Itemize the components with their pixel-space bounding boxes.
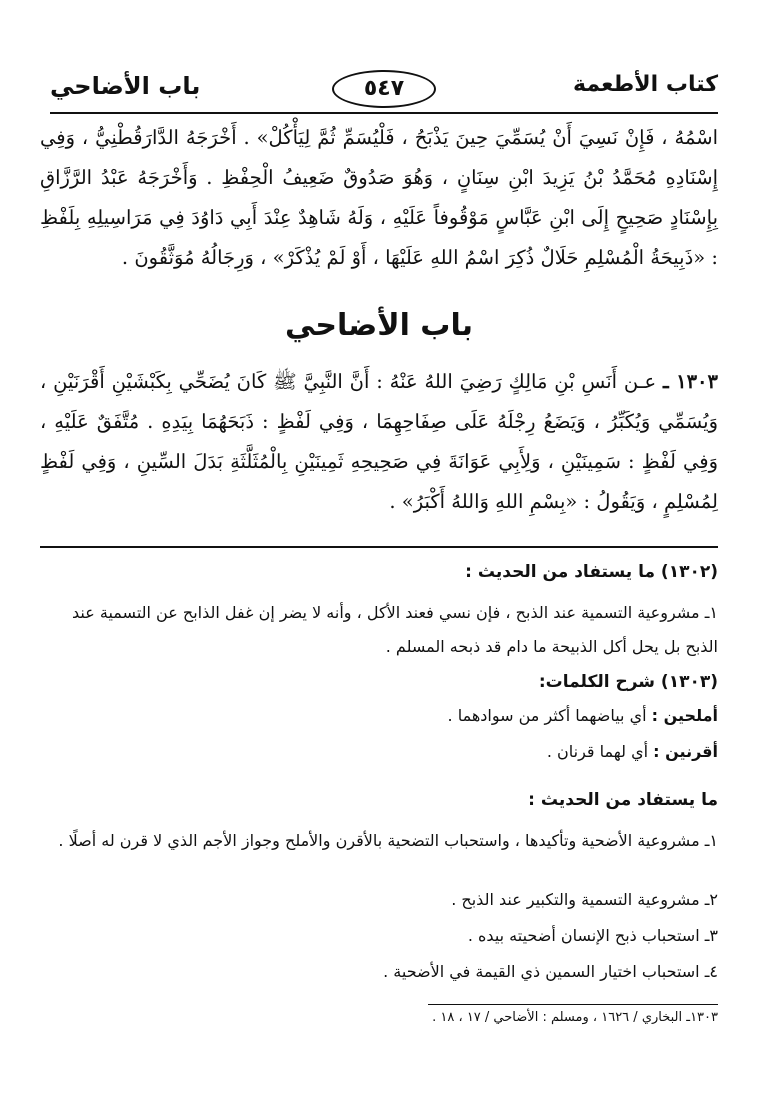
hadith-number: ١٣٠٣ ـ bbox=[662, 370, 719, 393]
notes-divider bbox=[40, 546, 718, 548]
word-definition-1 bbox=[40, 706, 718, 725]
benefits-1303-item-4: ٤ـ استحباب اختيار السمين ذي القيمة في الأضحية . bbox=[383, 962, 718, 981]
section-title: باب الأضاحي bbox=[285, 308, 473, 343]
benefits-1302-item-1: ١ـ مشروعية التسمية عند الذبح ، فإن نسي فعند الأكل ، وأنه لا يضر إن غفل الذابح عن التسمية عند الذبح بل يحل أكل الذبيحة ما دام قد ذبحه المسلم . bbox=[72, 603, 718, 656]
hadith-text: عـن أَنَسِ بْنِ مَالِكٍ رَضِيَ اللهُ عَنْهُ : أَنَّ النَّبِيَّ ﷺ كَانَ يُضَحِّي بِكَبْشَيْنِ أَقْرَنَيْنِ ، وَيُسَمِّي وَيُكَبِّرُ ، وَيَضَعُ رِجْلَهُ عَلَى صِفَاحِهِمَا ، وَفِي لَفْظٍ : ذَبَحَهُمَا بِيَدِهِ . مُتَّفَقٌ عَلَيْهِ ، وَفِي لَفْظٍ : سَمِينَيْنِ ، وَلِأَبِي عَوَانَةَ فِي صَحِيحِهِ ثَمِينَيْنِ بِالْمُثَلَّثَةِ بَدَلَ السِّينِ ، وَفِي لَفْظٍ لِمُسْلِمٍ ، وَيَقُولُ : «بِسْمِ اللهِ وَاللهُ أَكْبَرُ» . bbox=[40, 370, 718, 513]
word-def: أي بياضهما أكثر من سوادهما . bbox=[447, 706, 647, 725]
page-number: ٥٤٧ bbox=[332, 70, 436, 108]
word-term: أقرنين : bbox=[653, 742, 718, 761]
benefits-1303-item-1: ١ـ مشروعية الأضحية وتأكيدها ، واستحباب التضحية بالأقرن والأملح وجواز الأجم الذي لا قرن له أصلًا . bbox=[58, 831, 718, 850]
benefits-1303-item-2: ٢ـ مشروعية التسمية والتكبير عند الذبح . bbox=[451, 890, 718, 909]
hadith-1302-continuation: اسْمُهُ ، فَإِنْ نَسِيَ أَنْ يُسَمِّيَ حِينَ يَذْبَحُ ، فَلْيُسَمِّ ثُمَّ لِيَأْكُلْ» . أَخْرَجَهُ الدَّارَقُطْنِيُّ ، وَفِي إِسْنَادِهِ مُحَمَّدُ بْنُ يَزِيدَ ابْنِ سِنَانٍ ، وَهُوَ صَدُوقٌ ضَعِيفُ الْحِفْظِ . وَأَخْرَجَهُ عَبْدُ الرَّزَّاقِ بِإِسْنَادٍ صَحِيحٍ إِلَى ابْنِ عَبَّاسٍ مَوْقُوفاً عَلَيْهِ ، وَلَهُ شَاهِدٌ عِنْدَ أَبِي دَاوُدَ فِي مَرَاسِيلِهِ بِلَفْظِ : «ذَبِيحَةُ الْمُسْلِمِ حَلَالٌ ذُكِرَ اسْمُ اللهِ عَلَيْهَا ، أَوْ لَمْ يُذْكَرْ» ، وَرِجَالُهُ مُوَثَّقُونَ . bbox=[40, 126, 718, 269]
header-rule bbox=[50, 112, 718, 114]
benefits-1302-heading: (١٣٠٢) ما يستفاد من الحديث : bbox=[465, 562, 718, 582]
book-title: كتاب الأطعمة bbox=[573, 72, 718, 97]
word-def: أي لهما قرنان . bbox=[546, 742, 649, 761]
chapter-title: باب الأضاحي bbox=[50, 72, 201, 100]
words-1303-heading: (١٣٠٣) شرح الكلمات: bbox=[538, 672, 718, 692]
footnote: ١٣٠٣ـ البخاري / ١٦٢٦ ، ومسلم : الأضاحي / ١٧ ، ١٨ . bbox=[432, 1010, 718, 1025]
benefits-1303-heading: ما يستفاد من الحديث : bbox=[528, 790, 718, 810]
footnote-rule bbox=[428, 1004, 718, 1005]
page-header bbox=[50, 72, 718, 112]
benefits-1303-item-3: ٣ـ استحباب ذبح الإنسان أضحيته بيده . bbox=[467, 926, 718, 945]
word-definition-2 bbox=[40, 742, 718, 761]
hadith-1303 bbox=[40, 362, 718, 522]
word-term: أملحين : bbox=[651, 706, 718, 725]
